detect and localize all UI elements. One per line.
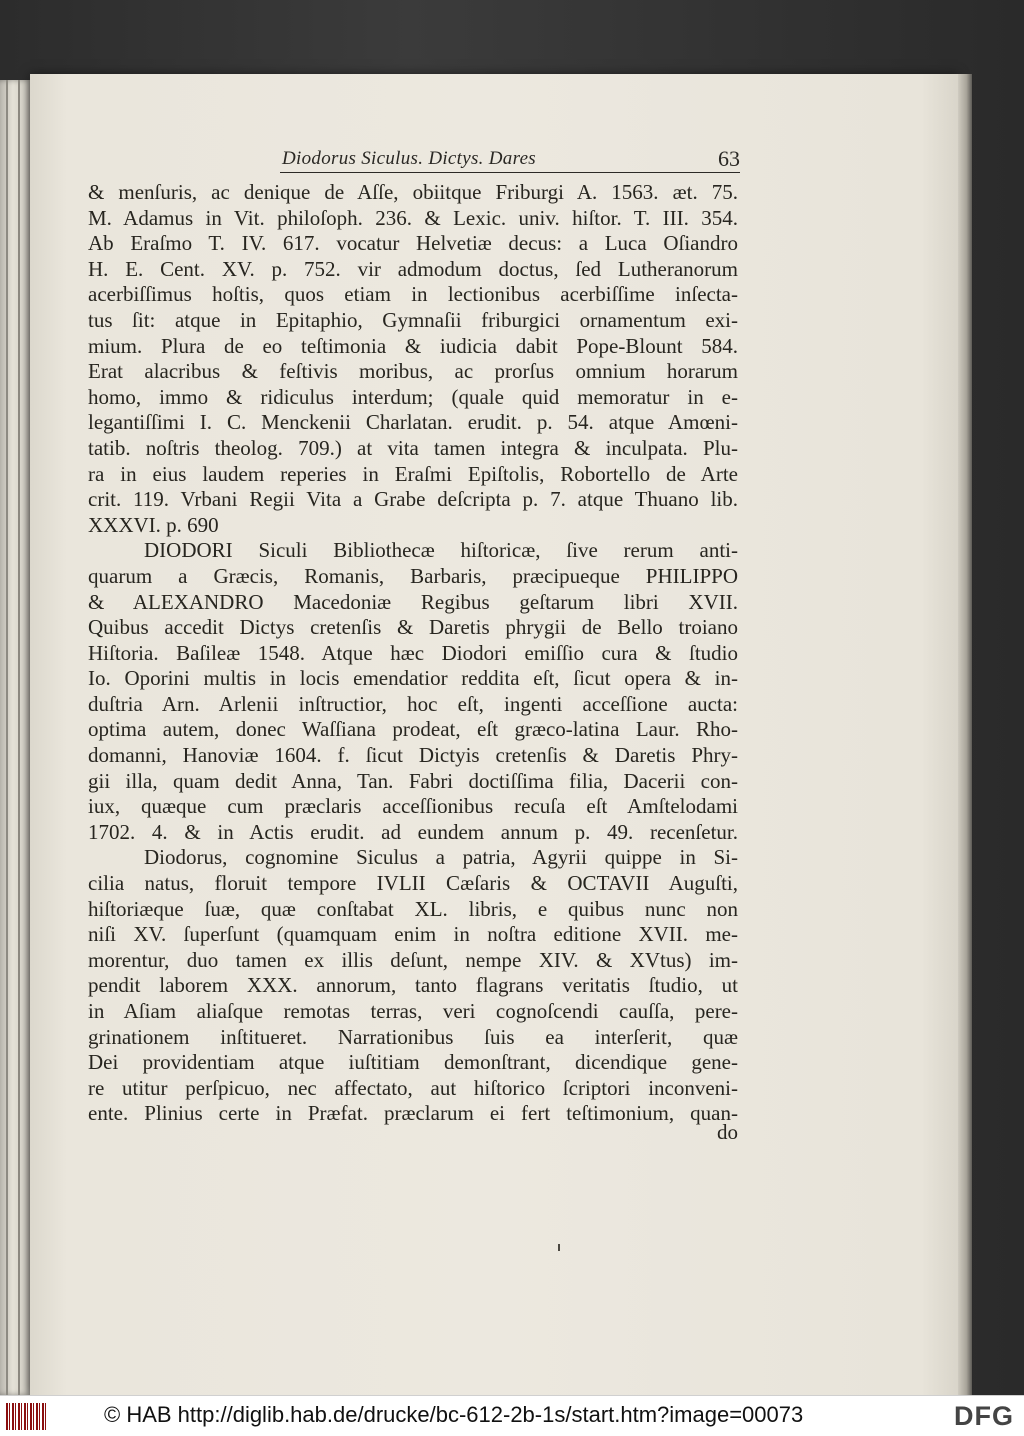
text-line: optima autem, donec Waſſiana prodeat, eſt græco-latina Laur. Rho- [88,717,738,742]
text-line: XXXVI. p. 690 [88,512,219,537]
text-line: domanni, Hanoviæ 1604. f. ſicut Dictyis cretenſis & Daretis Phry- [88,743,738,768]
text-line: grinationem inſtitueret. Narrationibus ſuis ea interſerit, quæ [88,1024,738,1049]
viewer-footer [0,1395,1024,1436]
page-header [280,146,740,173]
text-line: hiſtoriæque ſuæ, quæ conſtabat XL. libris, e quibus nunc non [88,896,738,921]
facing-page-edge [0,80,32,1395]
text-line: pendit laborem XXX. annorum, tanto flagrans veritatis ſtudio, ut [88,973,738,998]
text-line: gii illa, quam dedit Anna, Tan. Fabri doctiſſima filia, Dacerii con- [88,768,738,793]
page-edge-line [18,80,20,1395]
text-line: quarum a Græcis, Romanis, Barbaris, præcipueque PHILIPPO [88,563,738,588]
text-line: Quibus accedit Dictys cretenſis & Daretis phrygii de Bello troiano [88,615,738,640]
text-line: morentur, duo tamen ex illis deſunt, nempe XIV. & XVtus) im- [88,947,738,972]
page-number: 63 [718,146,740,171]
text-line: cilia natus, floruit tempore IVLII Cæſaris & OCTAVII Auguſti, [88,871,738,896]
text-line: legantiſſimi I. C. Menckenii Charlatan. erudit. p. 54. atque Amœni- [88,410,738,435]
text-line: Hiſtoria. Baſileæ 1548. Atque hæc Diodori emiſſio cura & ſtudio [88,640,738,665]
ink-speck [558,1244,560,1251]
text-line: Erat alacribus & feſtivis moribus, ac prorſus omnium horarum [88,359,738,384]
text-line: M. Adamus in Vit. philoſoph. 236. & Lexic. univ. hiſtor. T. III. 354. [88,205,738,230]
text-line: duſtria Arn. Arlenii inſtructior, hoc eſt, ingenti acceſſione aucta: [88,691,738,716]
text-line: DIODORI Siculi Bibliothecæ hiſtoricæ, ſive rerum anti- [144,538,738,563]
text-line: tus ſit: atque in Epitaphio, Gymnaſii friburgici ornamentum exi- [88,307,738,332]
text-line: Ab Eraſmo T. IV. 617. vocatur Helvetiæ decus: a Luca Oſiandro [88,231,738,256]
text-line: tatib. noſtris theolog. 709.) at vita tamen integra & inculpata. Plu- [88,435,738,460]
text-line: re utitur perſpicuo, nec affectato, aut hiſtorico ſcriptori inconveni- [88,1075,738,1100]
page-edge-line [6,80,8,1395]
running-head: Diodorus Siculus. Dictys. Dares [282,148,536,169]
dfg-logo: DFG [954,1401,1014,1431]
text-line: niſi XV. ſuperſunt (quamquam enim in noſtra editione XVII. me- [88,922,738,947]
barcode-icon [6,1403,48,1430]
catchword: do [717,1120,738,1144]
text-line: & menſuris, ac denique de Aſſe, obiitque Friburgi A. 1563. æt. 75. [88,180,738,204]
text-line: ra in eius laudem reperies in Eraſmi Epiſtolis, Robortello de Arte [88,461,738,486]
text-line: 1702. 4. & in Actis erudit. ad eundem annum p. 49. recenſetur. [88,819,738,844]
text-line: crit. 119. Vrbani Regii Vita a Grabe deſcripta p. 7. atque Thuano lib. [88,487,738,512]
text-line: in Aſiam aliaſque remotas terras, veri cognoſcendi cauſſa, pere- [88,999,738,1023]
body-text [88,180,738,1127]
text-line: & ALEXANDRO Macedoniæ Regibus geſtarum libri XVII. [88,589,738,614]
copyright-url[interactable]: © HAB http://diglib.hab.de/drucke/bc-612-2b-1s/start.htm?image=00073 [104,1402,804,1427]
page-fore-edge [958,74,972,1395]
text-line: homo, immo & ridiculus interdum; (quale quid memoratur in e- [88,384,738,409]
text-line: ente. Plinius certe in Præfat. præclarum ei fert teſtimonium, quan- [88,1101,738,1126]
text-line: H. E. Cent. XV. p. 752. vir admodum doctus, ſed Lutheranorum [88,256,738,281]
text-line: acerbiſſimus hoſtis, quos etiam in lectionibus acerbiſſime inſecta- [88,282,738,307]
text-line: Diodorus, cognomine Siculus a patria, Agyrii quippe in Si- [144,845,738,870]
text-line: mium. Plura de eo teſtimonia & iudicia dabit Pope-Blount 584. [88,333,738,358]
text-line: Io. Oporini multis in locis emendatior reddita eſt, ſicut opera & in- [88,666,738,691]
text-line: iux, quæque cum præclaris acceſſionibus recuſa eſt Amſtelodami [88,794,738,819]
text-line: Dei providentiam atque iuſtitiam demonſtrant, dicendique gene- [88,1050,738,1075]
